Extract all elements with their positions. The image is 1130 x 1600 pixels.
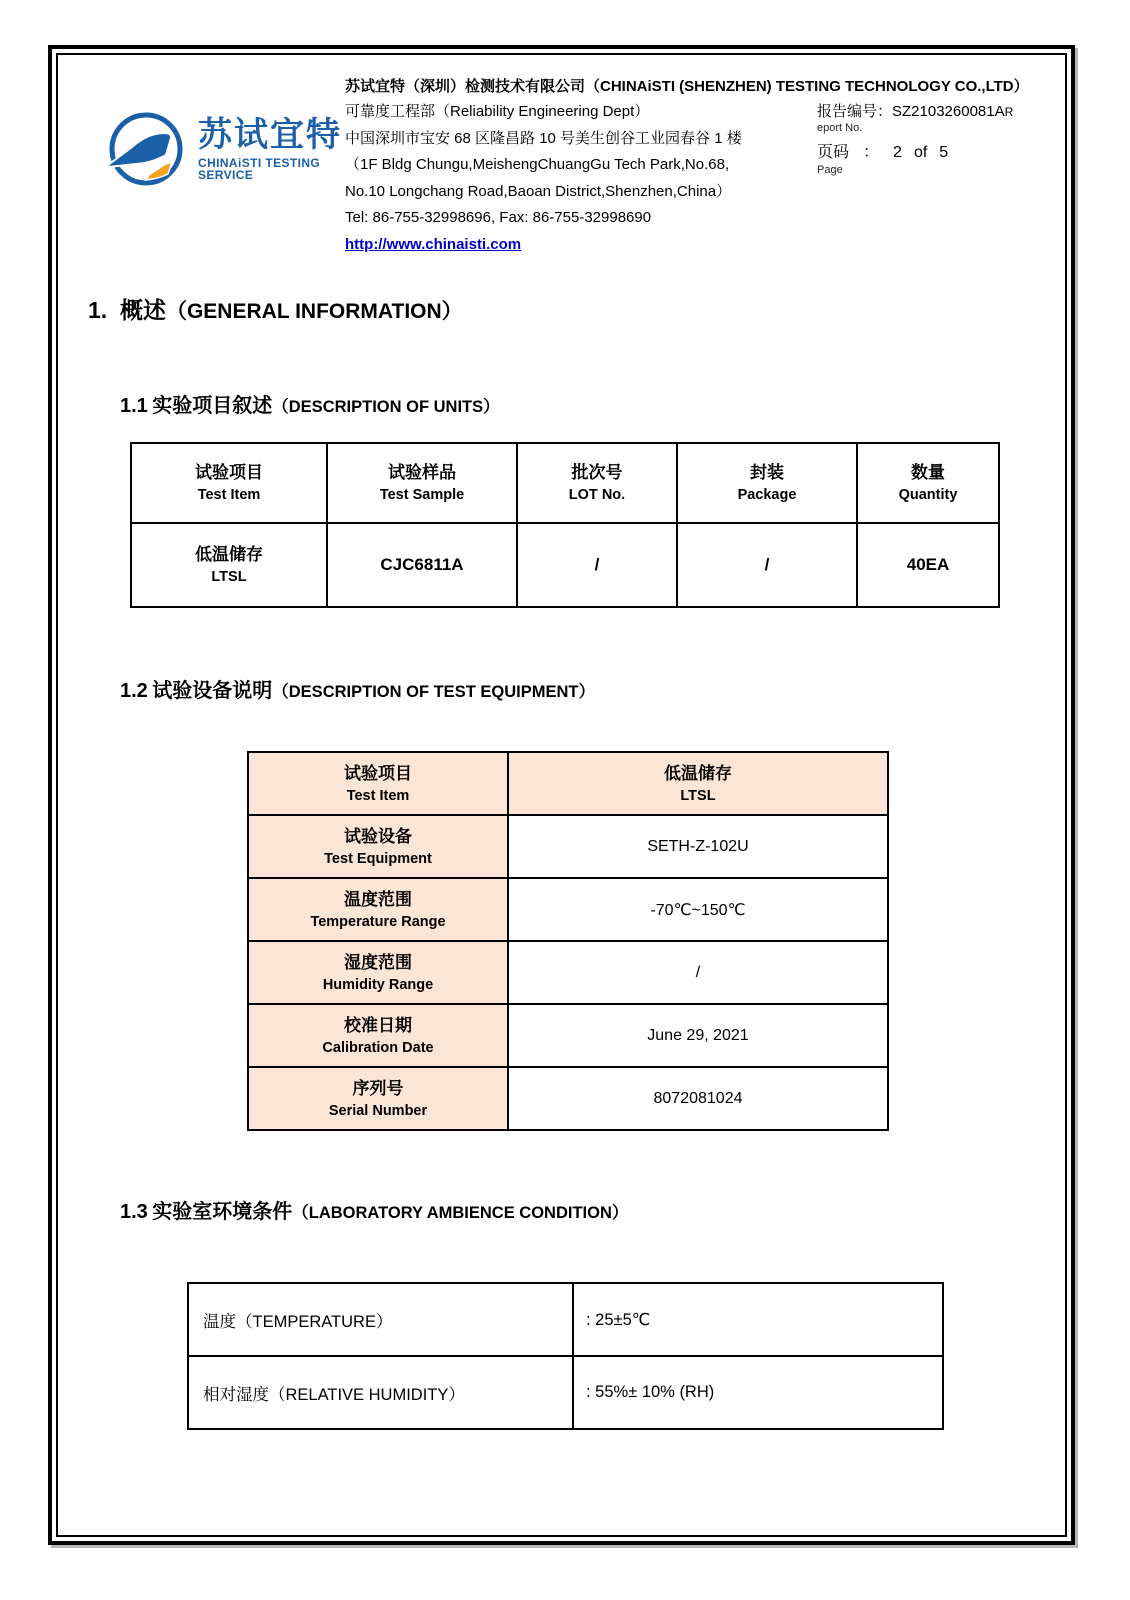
- equipment-row-calibration-date: [248, 1004, 888, 1067]
- equipment-row-test-equipment: [248, 815, 888, 878]
- company-name: 苏试宜特（深圳）检测技术有限公司（CHINAiSTI (SHENZHEN) TESTING TECHNOLOGY CO.,LTD）: [345, 78, 1029, 95]
- page-number-sublabel: Page: [817, 164, 843, 176]
- tel-fax-line: Tel: 86-755-32998696, Fax: 86-755-32998690: [345, 209, 652, 226]
- equipment-label-temperature-range: 温度范围 Temperature Range: [248, 878, 508, 941]
- page-number-label: 页码: [817, 144, 850, 161]
- section-1-1-heading: [120, 389, 1039, 418]
- report-number-sublabel: eport No.: [817, 122, 863, 134]
- section-1-2-title-en: （DESCRIPTION OF TEST EQUIPMENT）: [272, 683, 595, 701]
- units-cell-test-sample: CJC6811A: [327, 523, 517, 607]
- ambience-label-temperature: 温度（TEMPERATURE）: [188, 1283, 573, 1356]
- section-1-1-number: 1.1: [120, 395, 148, 417]
- equipment-row-humidity-range: [248, 941, 888, 1004]
- equipment-label-test-equipment: 试验设备 Test Equipment: [248, 815, 508, 878]
- ambience-value-temperature: : 25±5℃: [573, 1283, 943, 1356]
- units-header-lot-no: 批次号 LOT No.: [517, 443, 677, 523]
- company-address-block: [345, 99, 817, 258]
- units-header-package: 封装 Package: [677, 443, 857, 523]
- units-description-table: [130, 442, 1000, 608]
- report-number-label: 报告编号：: [817, 103, 893, 120]
- equipment-label-calibration-date: 校准日期 Calibration Date: [248, 1004, 508, 1067]
- header-text-block: [345, 75, 1039, 258]
- units-header-quantity: 数量 Quantity: [857, 443, 999, 523]
- company-logo: [102, 103, 352, 196]
- section-1-title-en: （GENERAL INFORMATION）: [165, 300, 463, 323]
- section-1-3-number: 1.3: [120, 1201, 148, 1223]
- section-1-1-title-en: （DESCRIPTION OF UNITS）: [272, 398, 500, 416]
- section-1-2-title-cn: 试验设备说明: [152, 680, 273, 702]
- chinaisti-logo-icon: [102, 103, 190, 196]
- page-number-of: of: [913, 144, 928, 161]
- equipment-row-test-item: [248, 752, 888, 815]
- logo-english-name: CHINAiSTI TESTING SERVICE: [198, 156, 321, 182]
- equipment-value-temperature-range: -70℃~150℃: [508, 878, 888, 941]
- report-number-label-wrap: R: [1004, 105, 1014, 119]
- report-meta-block: [817, 99, 1039, 258]
- company-website-link[interactable]: http://www.chinaisti.com: [345, 235, 522, 253]
- department-line: 可靠度工程部（Reliability Engineering Dept）: [345, 103, 650, 120]
- units-header-test-sample: 试验样品 Test Sample: [327, 443, 517, 523]
- ambience-row-relative-humidity: [188, 1356, 943, 1429]
- report-number-value: SZ2103260081A: [892, 103, 1005, 120]
- equipment-label-serial-number: 序列号 Serial Number: [248, 1067, 508, 1130]
- equipment-label-test-item: 试验项目 Test Item: [248, 752, 508, 815]
- report-number-line: [817, 103, 1039, 121]
- section-1-number: 1.: [88, 297, 108, 323]
- units-cell-test-item: 低温储存 LTSL: [131, 523, 327, 607]
- section-1-3-heading: [120, 1195, 1039, 1224]
- section-1-2-number: 1.2: [120, 680, 148, 702]
- page-number-line: [817, 143, 1039, 163]
- page-inner-border: [56, 53, 1067, 1537]
- address-chinese: 中国深圳市宝安 68 区隆昌路 10 号美生创谷工业园春谷 1 楼: [345, 129, 742, 147]
- equipment-value-serial-number: 8072081024: [508, 1067, 888, 1130]
- test-equipment-table: [247, 751, 889, 1131]
- section-1-1-title-cn: 实验项目叙述: [152, 395, 273, 417]
- units-header-test-item: 试验项目 Test Item: [131, 443, 327, 523]
- equipment-value-test-equipment: SETH-Z-102U: [508, 815, 888, 878]
- section-1-2-heading: [120, 674, 1039, 703]
- ambience-row-temperature: [188, 1283, 943, 1356]
- address-english-line2: No.10 Longchang Road,Baoan District,Shenzhen,China）: [345, 182, 732, 200]
- units-cell-quantity: 40EA: [857, 523, 999, 607]
- laboratory-ambience-table: [187, 1282, 944, 1430]
- logo-chinese-name: 苏试宜特: [198, 116, 342, 154]
- equipment-value-test-item: 低温储存 LTSL: [508, 752, 888, 815]
- units-cell-package: /: [677, 523, 857, 607]
- logo-wordmark: [198, 118, 352, 181]
- units-table-header-row: [131, 443, 999, 523]
- section-1-heading: [88, 292, 1039, 325]
- address-english-line1: （1F Bldg Chungu,MeishengChuangGu Tech Park,No.68,: [345, 156, 730, 173]
- section-1-3-title-cn: 实验室环境条件: [152, 1201, 293, 1223]
- units-table-data-row: [131, 523, 999, 607]
- section-1-3-title-en: （LABORATORY AMBIENCE CONDITION）: [292, 1204, 629, 1222]
- page-outer-border: [48, 45, 1075, 1545]
- equipment-row-serial-number: [248, 1067, 888, 1130]
- equipment-label-humidity-range: 湿度范围 Humidity Range: [248, 941, 508, 1004]
- page-number-current: 2: [893, 144, 902, 161]
- page-number-colon: ：: [863, 144, 880, 161]
- ambience-value-relative-humidity: : 55%± 10% (RH): [573, 1356, 943, 1429]
- equipment-value-humidity-range: /: [508, 941, 888, 1004]
- report-header: [72, 75, 1039, 258]
- ambience-label-relative-humidity: 相对湿度（RELATIVE HUMIDITY）: [188, 1356, 573, 1429]
- page-number-total: 5: [939, 144, 949, 161]
- units-cell-lot-no: /: [517, 523, 677, 607]
- section-1-title-cn: 概述: [119, 297, 166, 323]
- equipment-row-temperature-range: [248, 878, 888, 941]
- equipment-value-calibration-date: June 29, 2021: [508, 1004, 888, 1067]
- page-content: [58, 55, 1065, 1535]
